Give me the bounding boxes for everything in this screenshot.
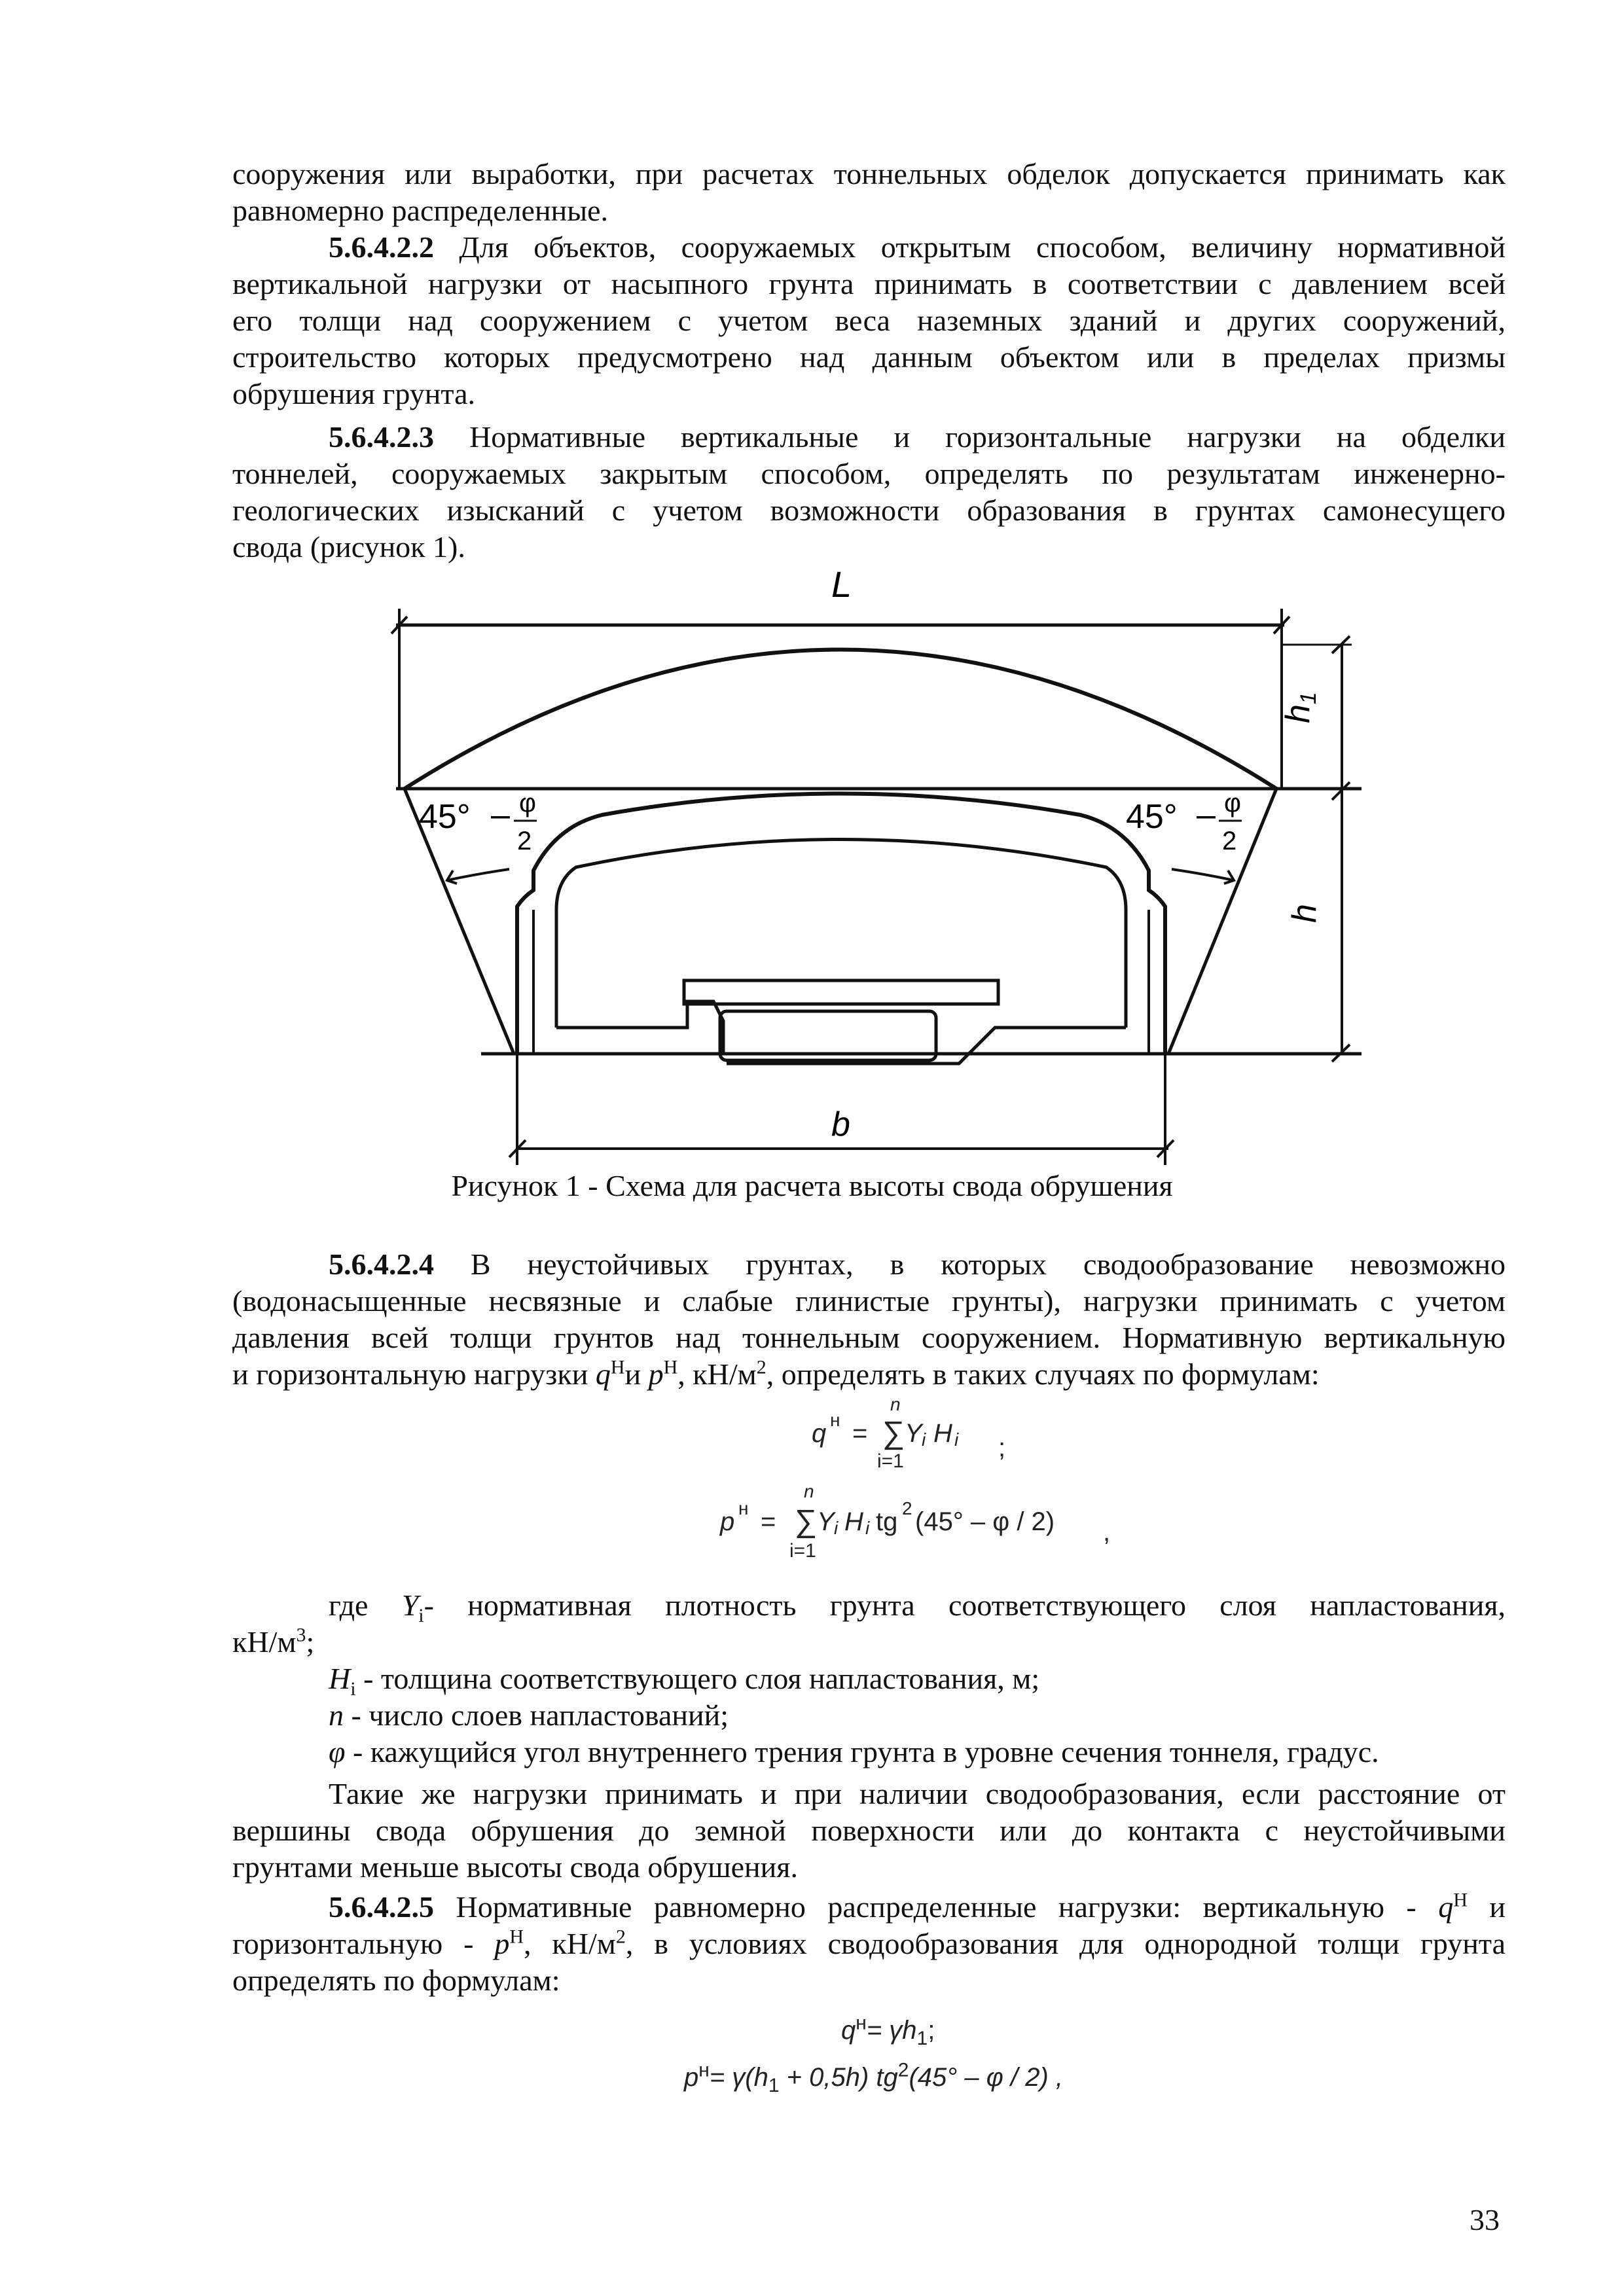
svg-text:φ: φ [1224, 789, 1241, 817]
formula-legend: где $Y_i-$ нормативная плотность грунта соответствующего слоя напластования, $кН/м^3$; $H_i$ - толщина соответствующего слоя напластования, м; n - число слоев напластований; φ - кажущийся угол внутреннего трения грунта в уровне сечения тоннеля, градус. [232, 1588, 1506, 1768]
label-b: b [831, 1105, 850, 1143]
paragraph-5-6-4-2-4: 5.6.4.2.4 В неустойчивых грунтах, в которых сводообразование невозможно (водонасыщенные несвязные и слабые глинистые грунты), нагрузки принимать с учетом давления всей толщи грунтов над тоннельным сооружением. Нормативную вертикальную и горизонтальную нагрузки $q^Ни$ $p^Н$, $кН/м^2$, определять в таких случаях по формулам: [232, 1247, 1506, 1391]
document-page: сооружения или выработки, при расчетах тоннельных обделок допускается принимать как равномерно распределенные. 5.6.4.2.2 Для объектов, сооружаемых открытым способом, величину нормативной вертикальной нагрузки от насыпного грунта принимать в соответствии с давлением всей его толщи над сооружением с учетом веса наземных зданий и других сооружений, строительство которых предусмотрено над данным объектом или в пределах призмы обрушения грунта. 5.6.4.2.3 Нормативные вертикальные и горизонтальные нагрузки на обделки тоннелей, сооружаемых закрытым способом, определять по результатам инженерно- геологических изысканий с учетом возможности образования в грунтах самонесущего свода (рисунок 1). L h1 h b 45° – φ 2 45° – φ 2 Рисунок 1 - Схема для расчета высоты свода обрушения 5.6.4.2.4 В неустойчивых грунтах, в которых сводообразование невозможно (водонасыщенные несвязные и слабые глинистые грунты), нагрузки принимать с учетом давления всей толщи грунтов над тоннельным сооружением. Нормативную вертикальную и горизонтальную нагрузки $q^Ни$ $p^Н$, $кН/м^2$, определять в таких случаях по формулам: q н = n ∑ Y i H i i=1 ; p н = n ∑ Y i H i tg 2 (45° – φ / 2) i=1 , где $Y_i-$ нормативная плотность грунта соответствующего слоя напластования, $кН/м^3$; $H_i$ - толщина соответствующего слоя напластования, м; n - число слоев напластований; φ - кажущийся угол внутреннего трения грунта в уровне сечения тоннеля, градус. Такие же нагрузки принимать и при наличии сводообразования, если расстояние от вершины свода обрушения до земной поверхности или до контакта с неустойчивыми грунтами меньше высоты свода обрушения. 5.6.4.2.5 Нормативные равномерно распределенные нагрузки: вертикальную - $q^Н$ и горизонтальную - $p^Н$, $кН/м^2$, в условиях сводообразования для однородной толщи грунта определять по формулам: $q^н= \gamma h_1$; $p^н= \gamma(h_1 + 0,5h)$ $tg^2(45^\circ$ – φ / 2) , 33 [0, 0, 1624, 2296]
paragraph-same-loads [232, 1776, 1506, 1886]
text-line: его толщи над сооружением с учетом веса наземных зданий и других сооружений, [232, 304, 1506, 337]
text-line: обрушения грунта. [232, 377, 475, 410]
text-line: геологических изысканий с учетом возможности образования в грунтах самонесущего [232, 493, 1506, 527]
text-line: Такие же нагрузки принимать и при наличии сводообразования, если расстояние от [329, 1777, 1506, 1810]
text-line: грунтами меньше высоты свода обрушения. [232, 1850, 798, 1884]
paragraph-5-6-4-2-2: 5.6.4.2.2 Для объектов, сооружаемых открытым способом, величину нормативной вертикальной нагрузки от насыпного грунта принимать в соответствии с давлением всей его толщи над сооружением с учетом веса наземных зданий и других сооружений, строительство которых предусмотрено над данным объектом или в пределах призмы обрушения грунта. [232, 229, 1506, 412]
svg-text:–: – [491, 796, 510, 834]
clause-number: 5.6.4.2.5 [329, 1890, 434, 1924]
tunnel-outer-wall [517, 794, 1165, 1054]
text-line: строительство которых предусмотрено над данным объектом или в пределах призмы [232, 340, 1506, 374]
paragraph-5-6-4-2-3: 5.6.4.2.3 Нормативные вертикальные и горизонтальные нагрузки на обделки тоннелей, сооружаемых закрытым способом, определять по результатам инженерно- геологических изысканий с учетом возможности образования в грунтах самонесущего свода (рисунок 1). [232, 419, 1506, 565]
angle-label-left [419, 789, 537, 855]
tunnel-inner-wall [556, 840, 1126, 1028]
text-line: сооружения или выработки, при расчетах тоннельных обделок допускается принимать как [232, 157, 1506, 190]
figure-caption: Рисунок 1 - Схема для расчета высоты свода обрушения [451, 1169, 1173, 1202]
clause-number: 5.6.4.2.2 [329, 230, 434, 264]
text-line: равномерно распределенные. [232, 194, 609, 227]
page-number: 33 [1470, 2203, 1500, 2236]
label-h1: h1 [1279, 692, 1321, 723]
svg-text:φ: φ [519, 789, 536, 817]
floor-right [727, 1028, 1126, 1064]
label-L: L [831, 564, 852, 605]
svg-text:45°: 45° [1126, 798, 1178, 836]
label-h: h [1286, 904, 1324, 923]
angle-label-right [1126, 789, 1242, 855]
text-line: свода (рисунок 1). [232, 530, 465, 564]
text-line: определять по формулам: [232, 1964, 560, 1997]
clause-number: 5.6.4.2.3 [329, 420, 434, 454]
svg-text:–: – [1197, 796, 1216, 834]
text-line: давления всей толщи грунтов над тоннельным сооружением. Нормативную вертикальную [232, 1321, 1506, 1354]
svg-text:45°: 45° [419, 798, 471, 836]
text-line: тоннелей, сооружаемых закрытым способом, определять по результатам инженерно- [232, 457, 1506, 490]
floor-left [556, 1001, 723, 1054]
text-line: (водонасыщенные несвязные и слабые глинистые грунты), нагрузки принимать с учетом [232, 1284, 1506, 1318]
clause-number: 5.6.4.2.4 [329, 1247, 434, 1281]
formula-p-gamma: $p^н= \gamma(h_1 + 0,5h)$ $tg^2(45^\circ$ – φ / 2) , [684, 2059, 1063, 2096]
svg-text:2: 2 [517, 827, 532, 855]
svg-text:2: 2 [1222, 827, 1237, 855]
paragraph-5-6-4-2-5: 5.6.4.2.5 Нормативные равномерно распределенные нагрузки: вертикальную - $q^Н$ и горизонтальную - $p^Н$, $кН/м^2$, в условиях сводообразования для однородной толщи грунта определять по формулам: [232, 1889, 1506, 1999]
text-line: вершины свода обрушения до земной поверхности или до контакта с неустойчивыми [232, 1814, 1506, 1847]
formula-q-gamma: $q^н= \gamma h_1$; [841, 2012, 935, 2049]
collapse-arch-curve [405, 650, 1276, 789]
text-line: вертикальной нагрузки от насыпного грунта принимать в соответствии с давлением всей [232, 267, 1506, 300]
track-slab [684, 980, 998, 1004]
